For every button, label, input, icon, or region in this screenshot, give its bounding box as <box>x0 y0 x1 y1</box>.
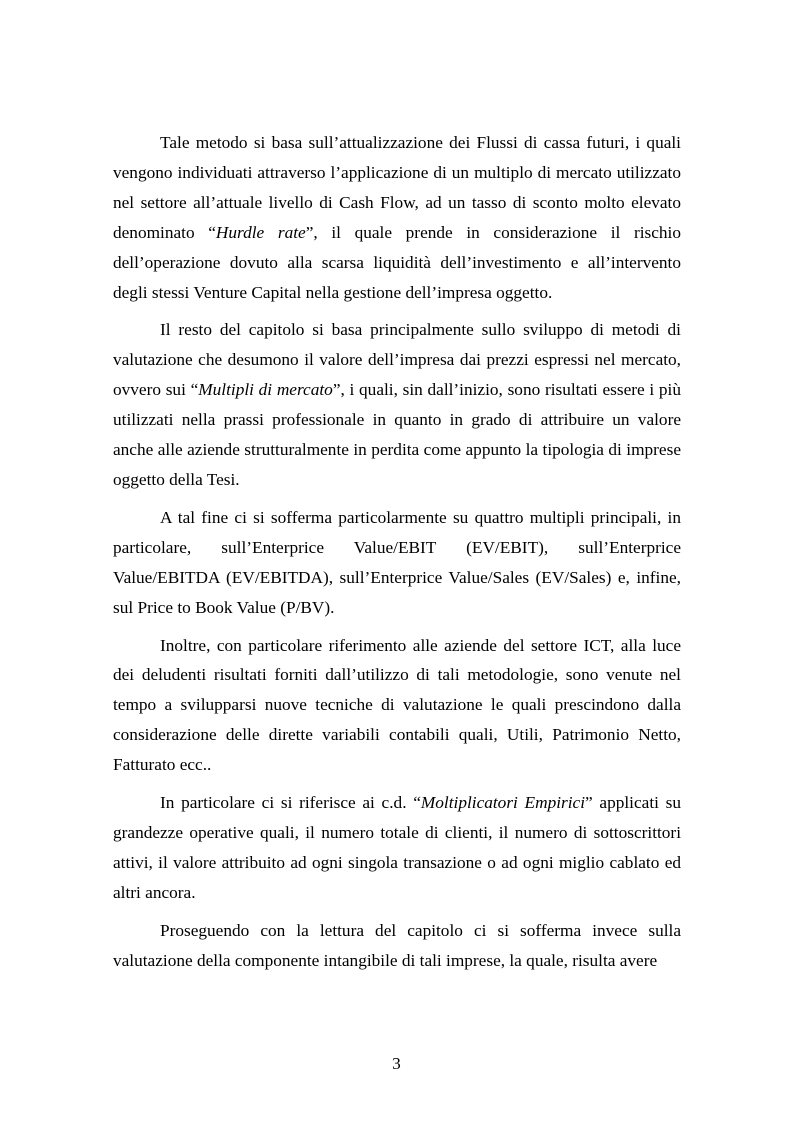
italic-term-multipli-di-mercato: Multipli di mercato <box>198 380 333 400</box>
paragraph-text: Proseguendo con la lettura del capitolo ci si sofferma invece sulla valutazione della componente intangibile di tali imprese, la quale, risulta avere <box>113 920 681 970</box>
paragraph-text: ” applicati su grandezze operative quali, il numero totale di clienti, il numero di sottoscrittori attivi, il valore attribuito ad ogni singola transazione o ad ogni miglio cablato ed altri ancora. <box>113 793 681 902</box>
paragraph-3 <box>113 503 681 623</box>
paragraph-text: ”, i quali, sin dall’inizio, sono risultati essere i più utilizzati nella prassi professionale in quanto in grado di attribuire un valore anche alle aziende strutturalmente in perdita come appunto la tipologia di imprese oggetto della Tesi. <box>113 380 681 489</box>
paragraph-5 <box>113 788 681 908</box>
paragraph-text: Il resto del capitolo si basa principalmente sullo sviluppo di metodi di valutazione che desumono il valore dell’impresa dai prezzi espressi nel mercato, ovvero sui “ <box>113 320 681 400</box>
paragraph-text: A tal fine ci si sofferma particolarmente su quattro multipli principali, in particolare, sull’Enterprice Value/EBIT (EV/EBIT), sull’Enterprice Value/EBITDA (EV/EBITDA), sull’Enterprice Value/Sales (EV/Sales) e, infine, sul Price to Book Value (P/BV). <box>113 507 681 617</box>
paragraph-text: In particolare ci si riferisce ai c.d. “ <box>160 793 421 813</box>
paragraph-text: ”, il quale prende in considerazione il rischio dell’operazione dovuto alla scarsa liquidità dell’investimento e all’intervento degli stessi Venture Capital nella gestione dell’impresa oggetto. <box>113 222 681 302</box>
italic-term-moltiplicatori-empirici: Moltiplicatori Empirici <box>420 793 586 813</box>
paragraph-4 <box>113 631 681 781</box>
italic-term-hurdle-rate: Hurdle rate <box>215 222 306 242</box>
paragraph-1 <box>113 128 681 307</box>
paragraph-text: Inoltre, con particolare riferimento alle aziende del settore ICT, alla luce dei deludenti risultati forniti dall’utilizzo di tali metodologie, sono venute nel tempo a svilupparsi nuove tecniche di valutazione le quali prescindono dalla considerazione delle dirette variabili contabili quali, Utili, Patrimonio Netto, Fatturato ecc.. <box>113 635 681 775</box>
paragraph-2 <box>113 315 681 494</box>
paragraph-text: Tale metodo si basa sull’attualizzazione dei Flussi di cassa futuri, i quali vengono individuati attraverso l’applicazione di un multiplo di mercato utilizzato nel settore all’attuale livello di Cash Flow, ad un tasso di sconto molto elevato denominato “ <box>113 133 681 242</box>
page-body <box>113 128 681 983</box>
page-number: 3 <box>392 1054 401 1073</box>
paragraph-6 <box>113 916 681 976</box>
